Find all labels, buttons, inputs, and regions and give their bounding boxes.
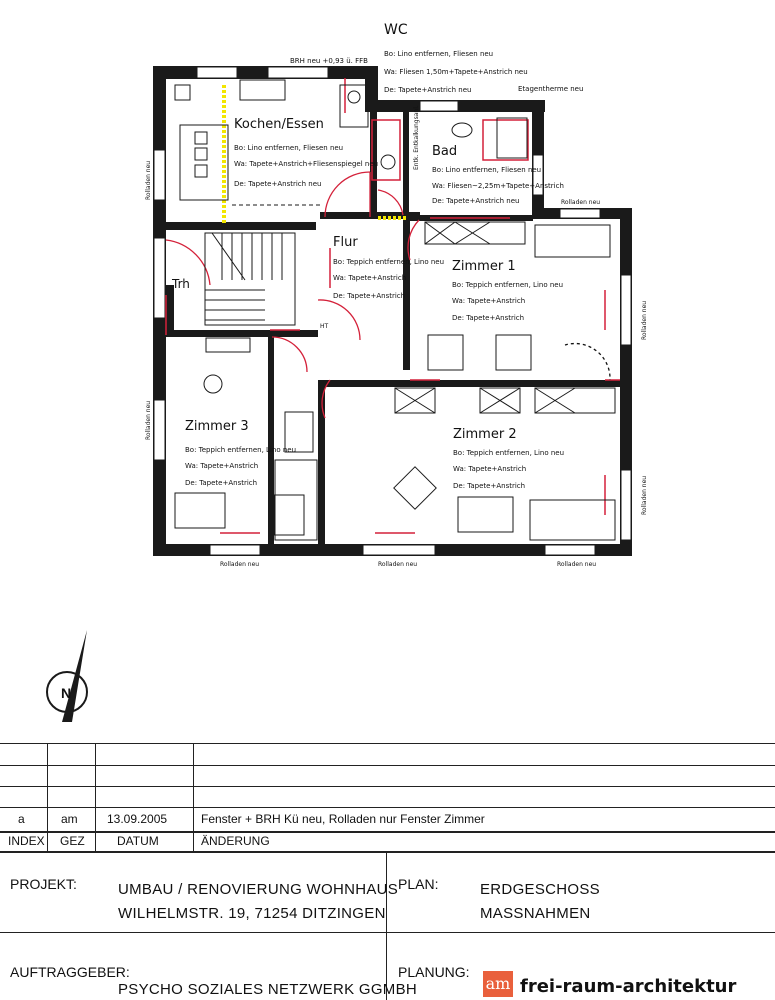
- rolladen-kochen: Rolladen neu: [145, 160, 152, 200]
- auftraggeber-label: AUFTRAGGEBER:: [10, 964, 130, 980]
- planung-label: PLANUNG:: [398, 964, 470, 980]
- title-block: [0, 743, 775, 1000]
- kochen-title: Kochen/Essen: [234, 117, 324, 132]
- plan-stairs: [205, 233, 295, 325]
- logo-mark: am: [483, 971, 513, 997]
- header-datum: DATUM: [117, 834, 159, 848]
- wc-line-1: Bo: Lino entfernen, Fliesen neu: [384, 50, 494, 58]
- plan-line-1: ERDGESCHOSS: [480, 881, 600, 898]
- label-zimmer-3: [185, 419, 296, 487]
- rolladen-zimmer1: Rolladen neu: [641, 300, 648, 340]
- header-index: INDEX: [8, 834, 45, 848]
- projekt-line-1: UMBAU / RENOVIERUNG WOHNHAUS: [118, 881, 399, 898]
- header-aenderung: ÄNDERUNG: [201, 834, 270, 848]
- wc-line-2: Wa: Fliesen 1,50m+Tapete+Anstrich neu: [384, 68, 528, 76]
- ht-label: HT: [320, 323, 329, 330]
- plan-line-2: MASSNAHMEN: [480, 905, 591, 922]
- etagentherme-note: Etagentherme neu: [518, 85, 584, 93]
- projekt-line-2: WILHELMSTR. 19, 71254 DITZINGEN: [118, 905, 386, 922]
- auftraggeber-value: PSYCHO SOZIALES NETZWERK GGMBH: [118, 981, 418, 998]
- entkalk-note: Entk. Entkalkungsanl.: [413, 105, 420, 170]
- zimmer2-line-3: De: Tapete+Anstrich: [453, 482, 526, 490]
- flur-line-1: Bo: Teppich entfernen, Lino neu: [333, 258, 445, 266]
- zimmer3-line-2: Wa: Tapete+Anstrich: [185, 462, 259, 470]
- kochen-line-2: Wa: Tapete+Anstrich+Fliesenspiegel neu: [234, 160, 379, 168]
- rev-datum: 13.09.2005: [107, 812, 168, 826]
- label-flur: [333, 235, 444, 300]
- label-wc: [384, 22, 528, 94]
- north-label: N: [61, 685, 72, 701]
- header-gez: GEZ: [60, 834, 85, 848]
- rev-index: a: [18, 812, 25, 826]
- flur-line-3: De: Tapete+Anstrich: [333, 292, 406, 300]
- zimmer2-line-2: Wa: Tapete+Anstrich: [453, 465, 527, 473]
- zimmer3-line-1: Bo: Teppich entfernen, Lino neu: [185, 446, 297, 454]
- zimmer1-line-2: Wa: Tapete+Anstrich: [452, 297, 526, 305]
- rolladen-bottom-3: Rolladen neu: [557, 561, 597, 568]
- zimmer1-line-3: De: Tapete+Anstrich: [452, 314, 525, 322]
- label-kochen-essen: [234, 117, 378, 188]
- brh-note: BRH neu +0,93 ü. FFB: [290, 57, 368, 65]
- rev-aenderung: Fenster + BRH Kü neu, Rolladen nur Fenster Zimmer: [201, 812, 485, 826]
- wc-title: WC: [384, 22, 408, 38]
- kochen-line-3: De: Tapete+Anstrich neu: [234, 180, 322, 188]
- north-arrow: [47, 630, 87, 722]
- rolladen-zimmer2-side: Rolladen neu: [641, 475, 648, 515]
- zimmer2-title: Zimmer 2: [453, 427, 517, 442]
- label-bad: [432, 144, 564, 205]
- flur-line-2: Wa: Tapete+Anstrich: [333, 274, 407, 282]
- label-zimmer-1: [452, 259, 563, 322]
- bad-line-3: De: Tapete+Anstrich neu: [432, 197, 520, 205]
- plan-label: PLAN:: [398, 876, 439, 892]
- projekt-label: PROJEKT:: [10, 876, 77, 892]
- trh-label: Trh: [172, 277, 190, 291]
- rev-gez: am: [61, 812, 78, 826]
- kochen-line-1: Bo: Lino entfernen, Fliesen neu: [234, 144, 344, 152]
- label-zimmer-2: [453, 427, 564, 490]
- rolladen-bad: Rolladen neu: [561, 199, 601, 206]
- flur-title: Flur: [333, 235, 358, 250]
- zimmer1-line-1: Bo: Teppich entfernen, Lino neu: [452, 281, 564, 289]
- bad-line-1: Bo: Lino entfernen, Fliesen neu: [432, 166, 542, 174]
- rolladen-zimmer3: Rolladen neu: [145, 400, 152, 440]
- zimmer3-title: Zimmer 3: [185, 419, 249, 434]
- bad-line-2: Wa: Fliesen~2,25m+Tapete+Anstrich: [432, 182, 564, 190]
- wc-line-3: De: Tapete+Anstrich neu: [384, 86, 472, 94]
- zimmer2-line-1: Bo: Teppich entfernen, Lino neu: [453, 449, 565, 457]
- zimmer3-line-3: De: Tapete+Anstrich: [185, 479, 258, 487]
- rolladen-bottom-1: Rolladen neu: [220, 561, 260, 568]
- logo-text: frei-raum-architektur: [520, 976, 737, 997]
- bad-title: Bad: [432, 144, 458, 159]
- zimmer1-title: Zimmer 1: [452, 259, 516, 274]
- rolladen-bottom-2: Rolladen neu: [378, 561, 418, 568]
